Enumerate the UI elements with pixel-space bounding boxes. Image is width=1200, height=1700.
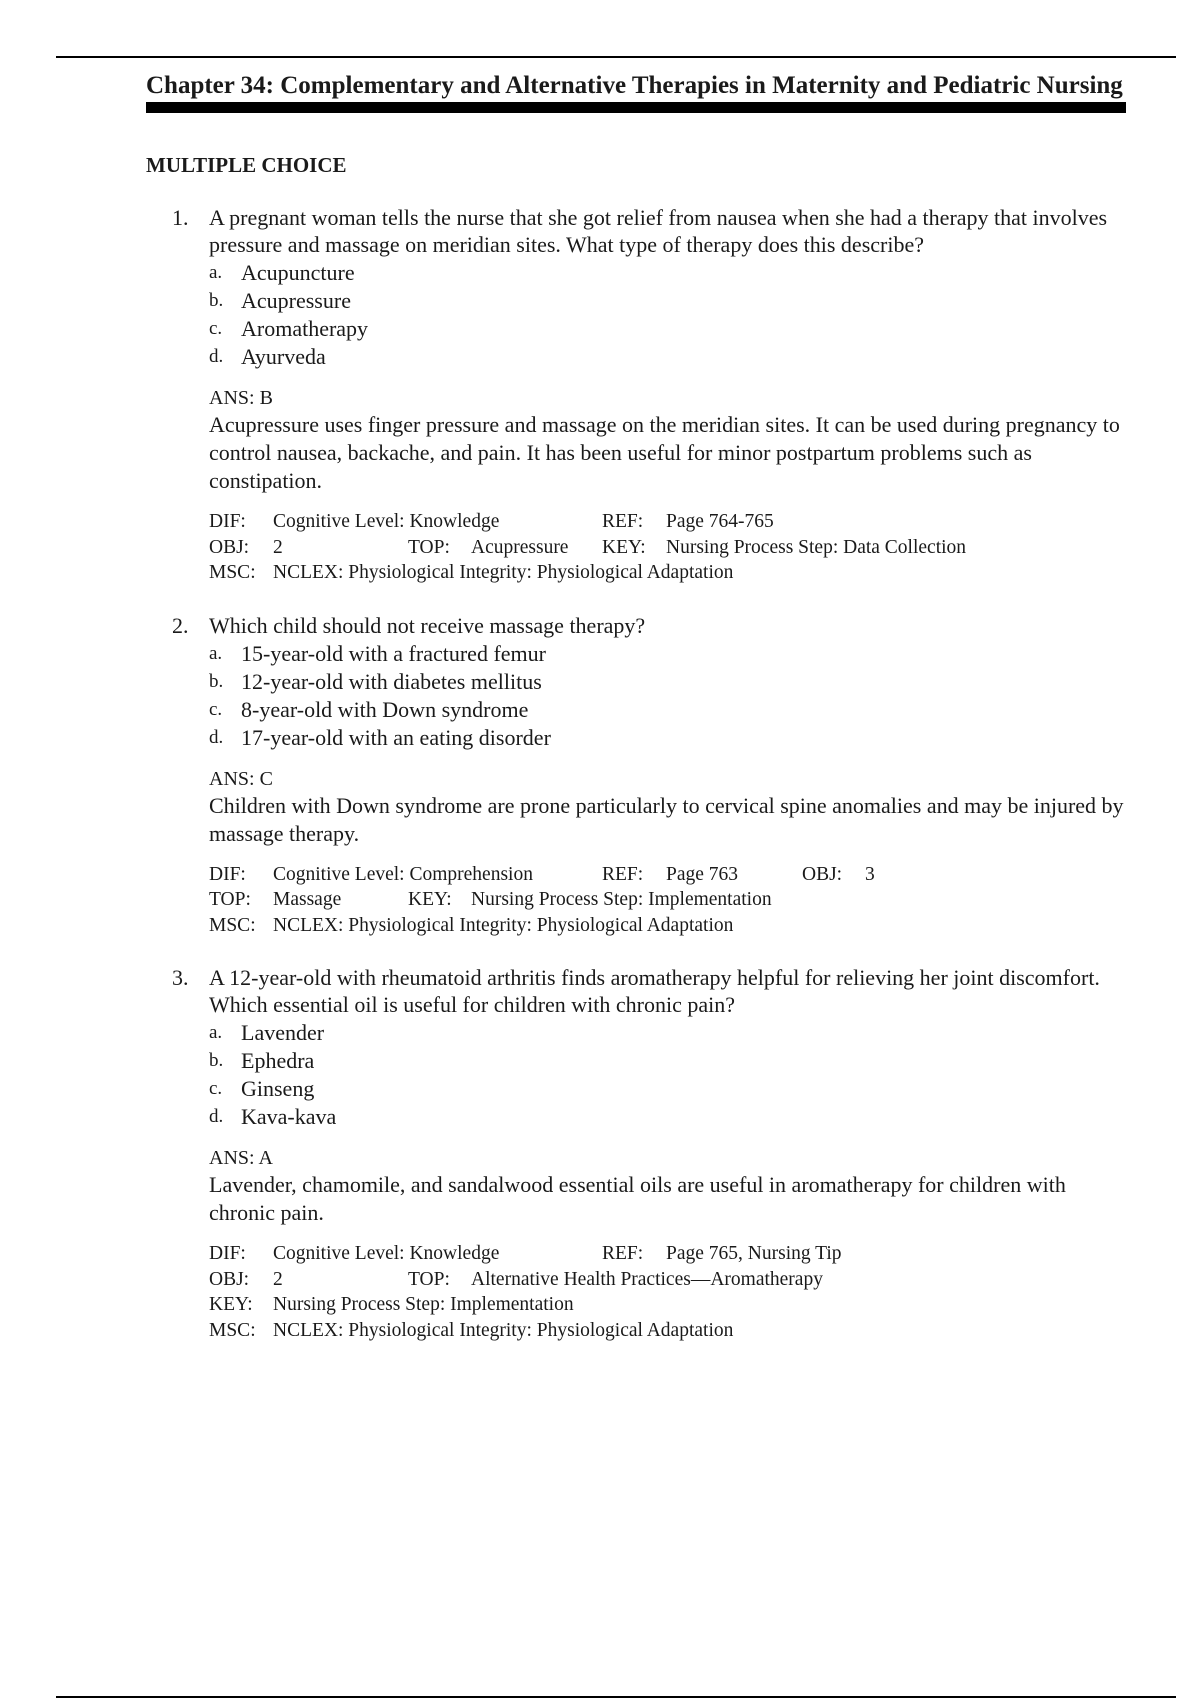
msc-value: NCLEX: Physiological Integrity: Physiological Adaptation — [273, 1319, 734, 1341]
option-letter: a. — [209, 262, 223, 283]
option-letter: c. — [209, 318, 223, 339]
option-a — [209, 640, 1126, 668]
option-a — [209, 259, 1126, 287]
option-letter: c. — [209, 698, 223, 720]
answer-key: ANS: A — [209, 1147, 273, 1169]
obj-value: 2 — [273, 1268, 283, 1290]
option-letter: b. — [209, 290, 224, 311]
option-text: Acupuncture — [241, 260, 355, 285]
ref-value: Page 764-765 — [666, 511, 774, 532]
rationale: Children with Down syndrome are prone particularly to cervical spine anomalies and may be injured by massage therapy. — [209, 792, 1124, 846]
obj-label: OBJ: — [209, 1268, 250, 1290]
option-c — [209, 1075, 1126, 1103]
top-value: Acupressure — [471, 536, 569, 558]
question-metadata — [209, 509, 1126, 586]
top-label: TOP: — [408, 1268, 450, 1290]
key-label: KEY: — [602, 536, 646, 558]
key-value: Nursing Process Step: Implementation — [273, 1294, 574, 1315]
option-letter: d. — [209, 726, 224, 748]
chapter-title: Chapter 34: Complementary and Alternative Therapies in Maternity and Pediatric Nursing — [146, 72, 1123, 99]
option-text: Ginseng — [241, 1076, 315, 1101]
document-page — [146, 72, 1126, 1343]
dif-value: Cognitive Level: Knowledge — [273, 511, 500, 532]
ref-label: REF: — [602, 1243, 644, 1264]
option-text: 17-year-old with an eating disorder — [241, 724, 551, 750]
question-number: 2. — [172, 612, 189, 638]
question-metadata — [209, 1241, 1126, 1343]
top-label: TOP: — [408, 536, 450, 558]
dif-value: Cognitive Level: Knowledge — [273, 1243, 500, 1264]
section-heading: MULTIPLE CHOICE — [146, 153, 347, 177]
option-text: Ephedra — [241, 1048, 315, 1073]
option-letter: a. — [209, 1022, 223, 1043]
question-1 — [146, 204, 1126, 586]
option-text: 15-year-old with a fractured femur — [241, 640, 546, 666]
top-value: Massage — [273, 889, 342, 910]
obj-label: OBJ: — [209, 536, 250, 558]
option-d — [209, 343, 1126, 371]
option-c — [209, 696, 1126, 724]
msc-value: NCLEX: Physiological Integrity: Physiological Adaptation — [273, 914, 734, 936]
obj-value: 2 — [273, 536, 283, 558]
obj-value: 3 — [865, 863, 875, 885]
key-label: KEY: — [408, 889, 452, 910]
question-text: A 12-year-old with rheumatoid arthritis finds aromatherapy helpful for relieving her joint discomfort. Which essential oil is useful for children with chronic pain? — [209, 965, 1100, 1017]
option-letter: b. — [209, 1050, 224, 1071]
option-letter: b. — [209, 670, 224, 692]
bottom-rule — [56, 1696, 1176, 1698]
key-value: Nursing Process Step: Data Collection — [666, 536, 967, 558]
option-d — [209, 1103, 1126, 1131]
option-b — [209, 1047, 1126, 1075]
dif-label: DIF: — [209, 863, 246, 885]
option-text: Acupressure — [241, 288, 351, 313]
option-d — [209, 724, 1126, 752]
option-text: Aromatherapy — [241, 316, 369, 341]
option-text: Lavender — [241, 1020, 325, 1045]
question-number: 1. — [172, 205, 189, 230]
top-value: Alternative Health Practices—Aromatherapy — [471, 1268, 823, 1290]
option-text: 12-year-old with diabetes mellitus — [241, 668, 542, 694]
key-value: Nursing Process Step: Implementation — [471, 889, 772, 910]
answer-options — [209, 1019, 1126, 1131]
answer-key: ANS: B — [209, 387, 273, 409]
answer-options — [209, 640, 1126, 752]
rationale: Acupressure uses finger pressure and massage on the meridian sites. It can be used during pregnancy to control nausea, backache, and pain. It has been useful for minor postpartum problems such as constipation. — [209, 412, 1120, 493]
msc-label: MSC: — [209, 562, 256, 583]
question-2 — [146, 612, 1126, 939]
answer-options — [209, 259, 1126, 371]
option-text: 8-year-old with Down syndrome — [241, 696, 529, 722]
obj-label: OBJ: — [802, 863, 843, 885]
dif-label: DIF: — [209, 511, 246, 532]
dif-label: DIF: — [209, 1243, 246, 1264]
option-letter: d. — [209, 346, 224, 367]
question-3 — [146, 964, 1126, 1343]
option-text: Ayurveda — [241, 344, 326, 369]
option-a — [209, 1019, 1126, 1047]
ref-label: REF: — [602, 863, 644, 885]
msc-label: MSC: — [209, 914, 256, 936]
msc-value: NCLEX: Physiological Integrity: Physiological Adaptation — [273, 562, 734, 583]
ref-value: Page 765, Nursing Tip — [666, 1243, 842, 1264]
option-b — [209, 287, 1126, 315]
question-text: Which child should not receive massage therapy? — [209, 612, 646, 638]
option-letter: d. — [209, 1106, 224, 1127]
key-label: KEY: — [209, 1294, 253, 1315]
msc-label: MSC: — [209, 1319, 256, 1341]
dif-value: Cognitive Level: Comprehension — [273, 863, 533, 885]
option-b — [209, 668, 1126, 696]
question-metadata — [209, 862, 1126, 939]
rationale: Lavender, chamomile, and sandalwood essential oils are useful in aromatherapy for children with chronic pain. — [209, 1172, 1066, 1225]
title-underline-bar — [146, 102, 1126, 113]
ref-value: Page 763 — [666, 863, 739, 885]
question-text: A pregnant woman tells the nurse that she got relief from nausea when she had a therapy that involves pressure and massage on meridian sites. What type of therapy does this describe? — [209, 205, 1108, 257]
top-label: TOP: — [209, 889, 251, 910]
option-c — [209, 315, 1126, 343]
option-text: Kava-kava — [241, 1104, 337, 1129]
ref-label: REF: — [602, 511, 644, 532]
option-letter: c. — [209, 1078, 223, 1099]
option-letter: a. — [209, 642, 223, 664]
top-rule — [56, 56, 1176, 58]
question-number: 3. — [172, 965, 189, 990]
answer-key: ANS: C — [209, 767, 273, 790]
